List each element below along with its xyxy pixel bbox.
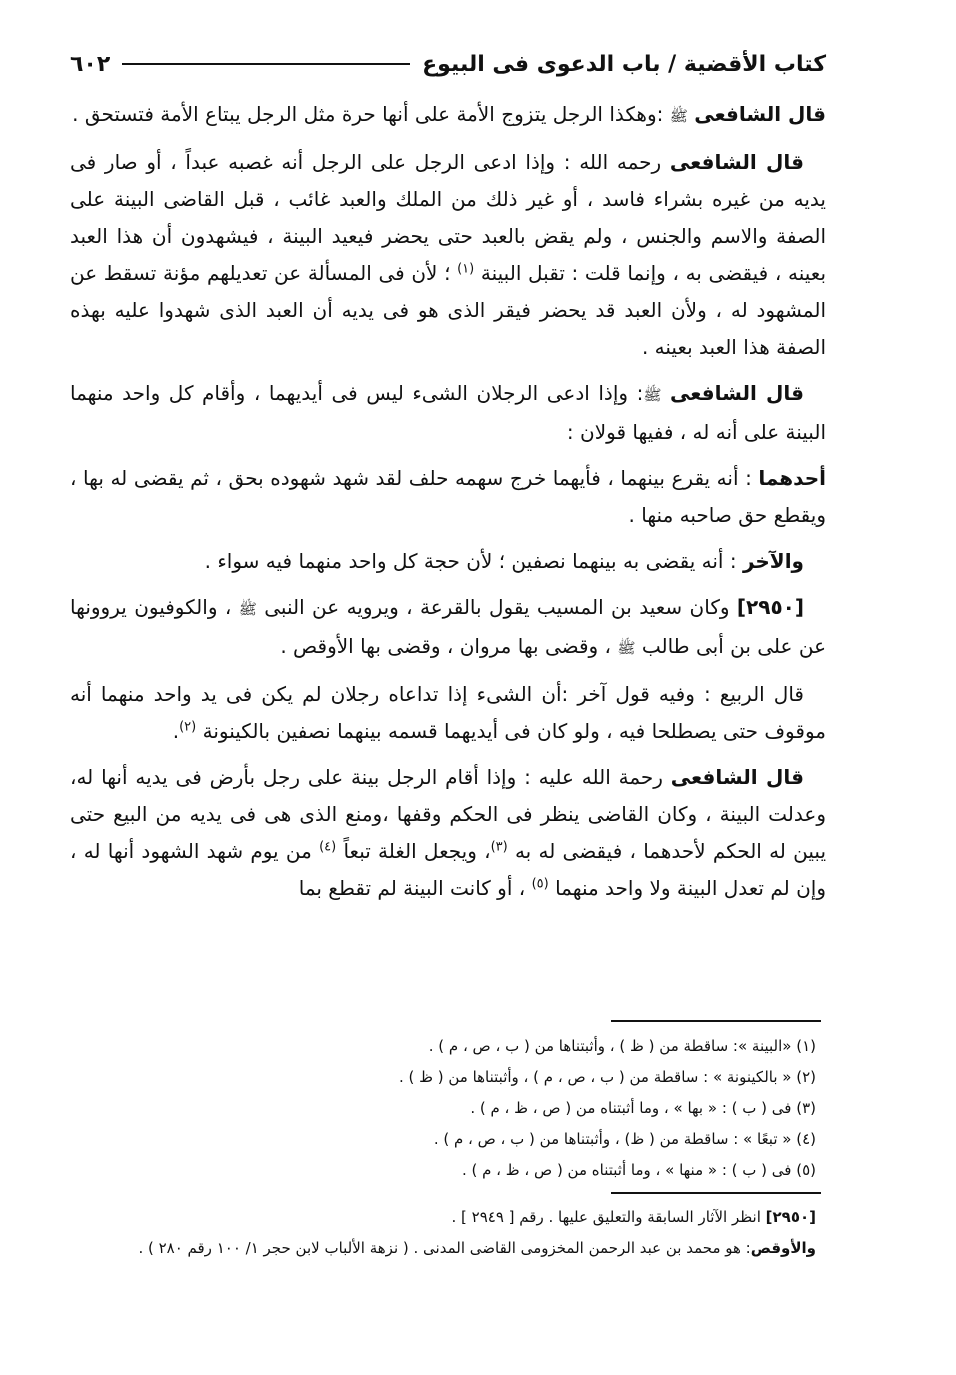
page-header bbox=[70, 44, 826, 84]
footnote-5: (٥) فى ( ب ) : « منها » ، وما أثبتناه من ( ص ، ظ ، م ) . bbox=[461, 1161, 816, 1179]
header-rule bbox=[122, 63, 410, 65]
note-text: : هو محمد بن عبد الرحمن المخزومى القاضى المدنى . ( نزهة الألباب لابن حجر ١/ ١٠٠ رقم ٢٨٠ ) . bbox=[138, 1239, 751, 1257]
paragraph-4 bbox=[70, 460, 826, 534]
paragraph-text: قال الربيع : وفيه قول آخر :أن الشىء إذا تداعاه رجلان لم يكن فى يد واحد منهما أنه موقوف حتى يصطلحا فيه ، ولو كان فى أيديهما قسمه بينهما نصفين بالكينونة bbox=[70, 682, 826, 743]
paragraph-3 bbox=[70, 375, 826, 451]
honorific-symbol: ﷺ bbox=[669, 107, 688, 125]
note-lead: والأوقص bbox=[750, 1239, 816, 1257]
footnote-3: (٣) فى ( ب ) : « بها » ، وما أثبتناه من ( ص ، ظ ، م ) . bbox=[470, 1099, 816, 1117]
notes-separator bbox=[611, 1192, 821, 1194]
footnote-marker: (٥) bbox=[531, 876, 549, 892]
paragraph-2 bbox=[70, 144, 826, 366]
paragraph-text: رحمة الله عليه : وإذا أقام الرجل بينة على رجل بأرض فى يديه أنها له، وعدلت البينة ، وكان القاضى ينظر فى الحكم وقفها ،ومنع الذى هى فى يديه من البيع حتى يبين له الحكم لأحدهما ، فيقضى له به bbox=[70, 765, 827, 863]
honorific-symbol: ﷺ bbox=[617, 639, 636, 657]
opinion-label: والآخر bbox=[742, 549, 804, 573]
commentary-notes bbox=[70, 1202, 816, 1264]
paragraph-text: ، ويجعل الغلة تبعاً bbox=[343, 839, 491, 863]
running-title: كتاب الأقضية / باب الدعوى فى البيوع bbox=[422, 51, 826, 77]
speaker-label: قال الشافعى bbox=[670, 381, 804, 405]
paragraph-6 bbox=[70, 589, 826, 667]
opinion-label: أحدهما bbox=[758, 466, 826, 490]
footnote-marker: (٤) bbox=[319, 839, 337, 855]
paragraph-text: رحمه الله : وإذا ادعى الرجل على الرجل أنه غصبه عبداً ، أو صار فى يديه من غيره بشراء فاسد ، أو غير ذلك من الملك والعبد غائب ، قبل القاضى البينة على الصفة والاسم والجنس ، ولم يقض بالعبد حتى يحضر فيعيد البينة ، فيشهدون أن هذا العبد بعينه ، فيقضى به ، وإنما قلت : تقبل البينة bbox=[70, 150, 827, 285]
note-ref: [٢٩٥٠] bbox=[765, 1208, 816, 1226]
paragraph-text: ، أو كانت البينة لم تقطع بما bbox=[298, 876, 532, 900]
paragraph-7 bbox=[70, 676, 826, 750]
footnote-separator bbox=[611, 1020, 821, 1022]
main-text bbox=[70, 96, 826, 916]
footnotes bbox=[70, 1031, 816, 1186]
footnote-4: (٤) « تبعًا » : ساقطة من ( ظ) ، وأثبتناها من ( ب ، ص ، م ) . bbox=[433, 1130, 816, 1148]
footnote-1: (١) «البينة »: ساقطة من ( ظ ) ، وأثبتناها من ( ب ، ص ، م ) . bbox=[428, 1037, 816, 1055]
speaker-label: قال الشافعى bbox=[670, 765, 804, 789]
honorific-symbol: ﷺ bbox=[643, 386, 662, 404]
honorific-symbol: ﷺ bbox=[238, 600, 257, 618]
paragraph-text: :وهكذا الرجل يتزوج الأمة على أنها حرة مثل الرجل يبتاع الأمة فتستحق . bbox=[72, 102, 670, 126]
footnote-marker: (١) bbox=[457, 261, 475, 277]
footnote-marker: (٢) bbox=[179, 719, 197, 735]
paragraph-1 bbox=[70, 96, 826, 135]
page-number: ٦٠٢ bbox=[70, 51, 111, 77]
paragraph-text: . bbox=[172, 719, 180, 743]
footnote-2: (٢) « بالكينونة » : ساقطة من ( ب ، ص ، م ) ، وأثبتناها من ( ظ ) . bbox=[398, 1068, 816, 1086]
note-awqas bbox=[70, 1233, 816, 1264]
note-text: انظر الآثار السابقة والتعليق عليها . رقم [ ٢٩٤٩ ] . bbox=[451, 1208, 761, 1226]
note-athar bbox=[70, 1202, 816, 1233]
paragraph-5 bbox=[70, 543, 826, 580]
paragraph-8 bbox=[70, 759, 826, 907]
paragraph-text: ، والكوفيون يروونها عن على بن أبى طالب bbox=[70, 595, 826, 658]
speaker-label: قال الشافعى bbox=[669, 150, 804, 174]
speaker-label: قال الشافعى bbox=[694, 102, 826, 126]
paragraph-text: : أنه يقضى به بينهما نصفين ؛ لأن حجة كل واحد منهما فيه سواء . bbox=[204, 549, 743, 573]
paragraph-text: ، وقضى بها مروان ، وقضى بها الأوقص . bbox=[280, 634, 618, 658]
paragraph-text: وكان سعيد بن المسيب يقول بالقرعة ، ويرويه عن النبى bbox=[256, 595, 737, 619]
paragraph-text: : وإذا ادعى الرجلان الشىء ليس فى أيديهما ، وأقام كل واحد منهما البينة على أنه له ، ففيها قولان : bbox=[70, 381, 826, 444]
paragraph-text: من يوم شهد الشهود أنها له ، وإن لم تعدل البينة ولا واحد منهما bbox=[70, 839, 826, 900]
athar-number: [٢٩٥٠] bbox=[736, 595, 805, 619]
paragraph-text: ؛ لأن فى المسألة عن تعديلهم مؤنة تسقط عن المشهود له ، ولأن العبد قد يحضر فيقر الذى هو فى يديه أن العبد الذى شهدوا عليه بهذه الصفة هذا العبد بعينه . bbox=[70, 261, 826, 359]
footnote-marker: (٣) bbox=[490, 839, 508, 855]
paragraph-text: : أنه يقرع بينهما ، فأيهما خرج سهمه حلف لقد شهد شهوده بحق ، ثم يقضى له بها ، ويقطع حق صاحبه منها . bbox=[70, 466, 826, 527]
